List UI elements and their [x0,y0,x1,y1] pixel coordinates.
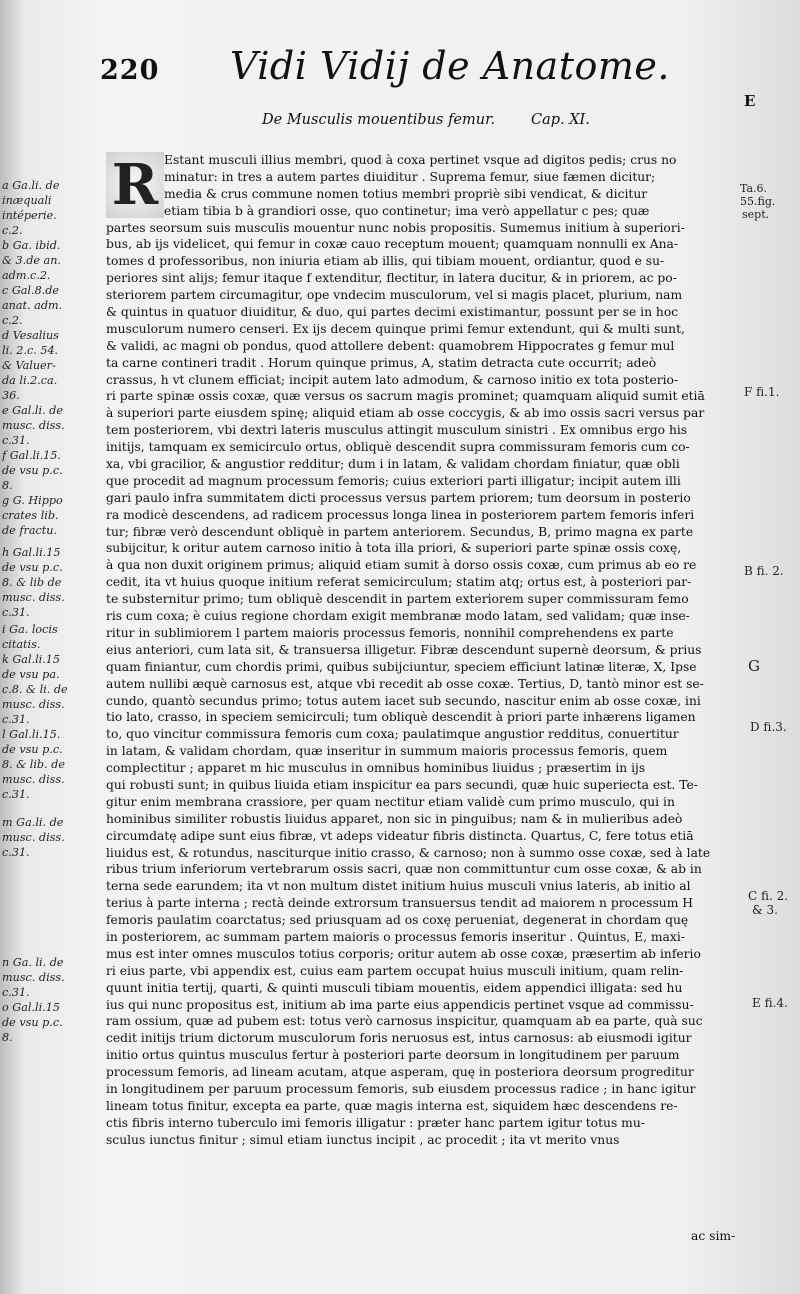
body-line: in latam, & validam chordam, quæ inseritur in summum maioris processus femoris, quem [106,744,668,759]
margin-note-line: citatis. [2,638,41,651]
margin-note-line: de vsu p.c. [2,743,63,756]
body-line: que procedit ad magnum processum femoris; cuius exteriori parti illigatur; incipit autem illi [106,473,681,488]
body-line: eius anteriori, cum lata sit, & transuersa illigetur. Fibræ descendunt supernè deorsum, & prius [106,642,702,657]
margin-note-d [2,328,100,403]
body-line: à superiori parte eiusdem spinę; aliquid etiam ab osse coccygis, & ab imo ossis sacri versus par [106,406,705,421]
body-line: femoris paulatim coarctatus; sed priusquam ad os coxę perueniat, degenerat in chordam quę [106,913,689,928]
body-line: in posteriorem, ac summam partem maioris o processus femoris inseritur . Quintus, E, maxi- [106,929,685,944]
body-text [106,152,746,1149]
margin-note-line: e Gal.li. de [2,404,63,417]
margin-note-line: li. 2.c. 54. [2,344,59,357]
margin-note-line: inæquali [2,194,52,207]
margin-right-efi4: E fi.4. [752,996,788,1010]
margin-note-line: c.31. [2,846,30,859]
body-line: ta carne contineri tradit . Horum quinque primus, A, statim detracta cute occurrit; adeò [106,355,657,370]
margin-note-line: h Gal.li.15 [2,546,61,559]
body-line: ri parte spinæ ossis coxæ, quæ versus os sacrum magis prominet; quamquam aliquid sumit etiā [106,389,705,404]
page-number: 220 [100,55,160,86]
margin-note-line: crates lib. [2,509,59,522]
margin-note-line: b Ga. ibid. [2,239,61,252]
body-line: hominibus similiter robustis liuidus apparet, non sic in pinguibus; nam & in mulieribus adeò [106,811,683,826]
body-line: & validi, ac magni ob pondus, quod attollere debent: quamobrem Hippocrates g femur mul [106,338,675,353]
margin-note-line: de vsu p.c. [2,1016,63,1029]
running-title: Vidi Vidij de Anatome. [230,44,670,88]
margin-note-line: musc. diss. [2,698,65,711]
body-line: quam finiantur, cum chordis primi, quibus subijciuntur, speciem efficiunt latinæ literæ, X, Ipse [106,659,697,674]
body-line: cedit, ita vt huius quoque initium referat semicirculum; statim atq; ortus est, à posteriori par- [106,575,692,590]
margin-note-line: g G. Hippo [2,494,63,507]
margin-note-line: anat. adm. [2,299,63,312]
margin-note-line: de vsu pa. [2,668,60,681]
margin-note-b [2,238,100,283]
margin-note-g [2,493,100,538]
body-line: ram ossium, quæ ad pubem est: totus verò carnosus inspicitur, quamquam ab ea parte, quà suc [106,1014,703,1029]
body-line: cundo, quantò secundus primo; totus autem iacet sub secundo, nascitur enim ab osse coxæ, ini [106,693,701,708]
margin-right-bfi2: B fi. 2. [744,564,784,578]
margin-note-line: o Gal.li.15 [2,1001,60,1014]
body-line: terna sede earundem; ita vt non multum distet initium huius musculi vnius lateris, ab initio al [106,879,691,894]
margin-note-e [2,403,100,448]
margin-note-line: intéperie. [2,209,57,222]
margin-note-line: c.31. [2,434,30,447]
margin-right-ffi1: F fi.1. [744,385,780,399]
body-line: xa, vbi gracilior, & angustior redditur; dum i in latam, & validam chordam finiatur, quæ obli [106,457,680,472]
catchword: ac sim- [691,1229,736,1243]
body-line: ribus trium inferiorum vertebrarum ossis sacri, quæ non committuntur cum osse coxæ, & ab in [106,862,702,877]
chapter-number: Cap. XI. [531,112,590,128]
margin-right-cfi2: C fi. 2. [748,889,789,903]
body-line: etiam tibia b à grandiori osse, quo continetur; ima verò appellatur c pes; quæ [164,203,650,218]
body-line: to, quo vincitur commissura femoris cum coxa; paulatimque angustior redditus, conuertitur [106,727,679,742]
margin-note-o [2,1000,100,1045]
body-line: à qua non duxit originem primus; aliquid etiam sumit à dorso ossis coxæ, cum primus ab eo re [106,558,697,573]
body-line: crassus, h vt clunem efficiat; incipit autem lato admodum, & carnoso initio ex tota posterio- [106,372,679,387]
margin-note-line: n Ga. li. de [2,956,64,969]
margin-note-line: musc. diss. [2,971,65,984]
margin-note-line: 36. [2,389,20,402]
margin-right-and3: & 3. [752,903,778,917]
body-line: media & crus commune nomen totius membri propriè sibi vendicat, & dicitur [164,186,648,201]
margin-note-i [2,622,100,652]
body-line: tomes d professoribus, non iniuria etiam ab illis, qui tibiam mouent, ordiantur, quod e su- [106,254,665,269]
body-line: partes seorsum suis musculis mouentur nunc nobis propositis. Sumemus initium à superiori- [106,220,685,235]
margin-note-n [2,955,100,1000]
body-line: ctis fibris interno tuberculo imi femoris illigatur : præter hanc partem igitur totus mu- [106,1115,645,1130]
margin-note-line: a Ga.li. de [2,179,60,192]
margin-right-dfi3: D fi.3. [750,720,787,734]
margin-note-line: c.2. [2,314,23,327]
body-line: ius qui nunc propositus est, initium ab ima parte eius appendicis pertinet vsque ad commissu- [106,997,694,1012]
margin-note-line: c.2. [2,224,23,237]
margin-note-line: 8. [2,479,13,492]
margin-note-line: k Gal.li.15 [2,653,61,666]
margin-note-line: m Ga.li. de [2,816,64,829]
body-line: terius à parte interna ; rectà deinde extrorsum transuersus tendit ad maiorem n processum H [106,896,694,911]
body-line: ris cum coxa; è cuius regione chordam exigit membranæ modo latam, sed validam; quæ inse- [106,609,690,624]
margin-note-line: de vsu p.c. [2,464,63,477]
margin-note-line: c Gal.8.de [2,284,60,297]
body-line: sculus iunctus finitur ; simul etiam iunctus incipit , ac procedit ; ita vt merito vnus [106,1132,620,1147]
body-line: gari paulo infra summitatem dicti processus versus partem priorem; tum deorsum in posterio [106,490,691,505]
margin-note-line: de fractu. [2,524,58,537]
body-line: ri eius parte, vbi appendix est, cuius eam partem occupat huius musculi initium, quam relin- [106,963,684,978]
body-line: complectitur ; apparet m hic musculus in omnibus hominibus liuidus ; præsertim in ijs [106,761,646,776]
body-line: ritur in sublimiorem l partem maioris processus femoris, nonnihil comprehendens ex parte [106,625,674,640]
body-line: lineam totus finitur, excepta ea parte, quæ magis interna est, siquidem hæc descendens re- [106,1098,678,1113]
margin-note-c [2,283,100,328]
margin-note-line: 8. [2,1031,13,1044]
body-line: gitur enim membrana crassiore, per quam nectitur etiam validè cum primo musculo, qui in [106,794,675,809]
body-line: mus est inter omnes musculos totius corporis; oritur autem ab osse coxæ, præsertim ab inferio [106,946,701,961]
body-line: tur; fibræ verò descendunt obliquè in partem anteriorem. Secundus, B, primo magna ex parte [106,524,694,539]
margin-note-line: c.31. [2,606,30,619]
margin-note-line: da li.2.ca. [2,374,58,387]
margin-note-line: 8. & lib de [2,576,62,589]
margin-note-h [2,545,100,620]
margin-note-line: l Gal.li.15. [2,728,61,741]
margin-note-f [2,448,100,493]
margin-note-line: c.31. [2,788,30,801]
body-line: Estant musculi illius membri, quod à coxa pertinet vsque ad digitos pedis; crus no [164,153,677,167]
body-line: autem nullibi æquè carnosus est, atque vbi recedit ab osse coxæ. Tertius, D, tantò minor est se- [106,676,704,691]
body-line: circumdatę adipe sunt eius fibræ, vt adeps videatur fibris distincta. Quartus, C, fere totus etiā [106,828,694,843]
margin-note-line: adm.c.2. [2,269,51,282]
margin-note-line: f Gal.li.15. [2,449,61,462]
body-line: subijcitur, k oritur autem carnoso initio à tota illa priori, & superiori parte spinæ ossis coxę, [106,541,682,556]
margin-note-line: musc. diss. [2,831,65,844]
margin-note-l [2,727,100,802]
margin-note-line: musc. diss. [2,591,65,604]
body-line: tem posteriorem, vbi dextri lateris musculus attingit musculum sinistri . Ex omnibus ergo his [106,423,688,438]
margin-note-m [2,815,100,860]
margin-note-line: & 3.de an. [2,254,61,267]
body-line: musculorum numero censeri. Ex ijs decem quinque primi femur extendunt, qui & multi sunt, [106,321,685,336]
margin-note-line: c.8. & li. de [2,683,68,696]
body-line: & quintus in quatuor diuiditur, & duo, qui partes decimi existimantur, possunt per se in hoc [106,305,679,320]
body-line: tio lato, crasso, in speciem semicirculi; tum obliquè descendit à priori parte inhærens ligamen [106,710,696,725]
body-line: in longitudinem per paruum processum femoris, sub eiusdem processus radice ; in hanc igitur [106,1081,696,1096]
body-line: initijs, tamquam ex semicirculo ortus, obliquè descendit supra commissuram femoris cum co- [106,440,690,455]
margin-note-line: i Ga. locis [2,623,58,636]
body-line: qui robusti sunt; in quibus liuida etiam inspicitur ea pars secundi, quæ huic superiecta est. Te- [106,777,698,792]
margin-note-line: musc. diss. [2,419,65,432]
body-line: liuidus est, & rotundus, nasciturque initio crasso, & carnoso; non à summo osse coxæ, sed à late [106,845,711,860]
margin-right-g: G [748,657,760,675]
body-line: periores sint alijs; femur itaque f extenditur, flectitur, in latera ducitur, & in priorem, ac po- [106,271,677,286]
body-line: quunt initia tertij, quarti, & quinti musculi tibiam mouentis, eidem appendici illigata: sed hu [106,980,683,995]
margin-note-line: c.31. [2,713,30,726]
margin-note-line: 8. & lib. de [2,758,65,771]
body-line: bus, ab ijs videlicet, qui femur in coxæ cauo receptum mouent; quamquam nonnulli ex Ana- [106,237,679,252]
margin-note-k [2,652,100,727]
drop-cap-letter: R [106,152,165,218]
body-line: minatur: in tres a autem partes diuiditur . Suprema femur, siue fæmen dicitur; [164,169,656,184]
margin-note-line: musc. diss. [2,773,65,786]
margin-right-sept: sept. [742,208,770,221]
edge-letter: E [744,92,756,110]
body-line: processum femoris, ad lineam acutam, atque asperam, quę in posteriora deorsum progreditur [106,1065,694,1080]
margin-note-line: de vsu p.c. [2,561,63,574]
margin-right-ta6: Ta.6. [740,182,768,195]
margin-note-line: & Valuer- [2,359,56,372]
chapter-heading: De Musculis mouentibus femur. [262,112,496,128]
margin-note-line: d Vesalius [2,329,59,342]
body-line: te substernitur primo; tum obliquè descendit in partem exteriorem super commissuram femo [106,592,689,607]
margin-right-fig55: 55.fig. [740,195,776,208]
body-line: cedit initijs trium dictorum musculorum foris neruosus est, intus carnosus: ab eiusmodi igitur [106,1031,692,1046]
margin-note-a [2,178,100,238]
body-line: steriorem partem circumagitur, ope vndecim musculorum, vel si magis placet, plurium, nam [106,288,683,303]
body-line: ra modicè descendens, ad radicem processus longa linea in posteriorem partem femoris inferi [106,507,695,522]
margin-note-line: c.31. [2,986,30,999]
body-line: initio ortus quintus musculus fertur à posteriori parte deorsum in longitudinem per paruum [106,1048,680,1063]
